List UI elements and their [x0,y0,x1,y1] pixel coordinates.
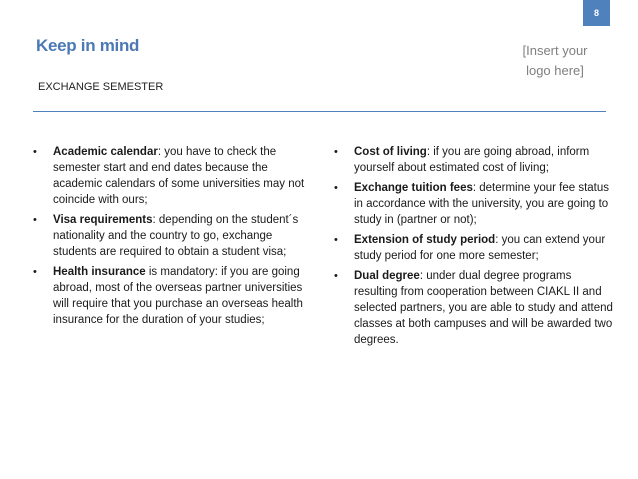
bullet-icon: • [33,214,37,226]
item-term: Cost of living [354,146,427,158]
item-term: Extension of study period [354,234,496,246]
right-bullet-list [334,144,614,352]
header-divider [33,111,606,112]
item-text: : you can extend your study period for one more semester; [354,234,606,262]
item-text: is mandatory: if you are going abroad, most of the overseas partner universities will require that you purchase an overseas health insurance for the duration of your studies; [53,266,303,326]
list-item-exchange-tuition-fees [334,180,614,228]
left-bullet-list [33,144,315,332]
logo-placeholder [490,41,620,81]
bullet-icon: • [334,146,338,158]
item-term: Dual degree [354,270,420,282]
logo-placeholder-line-2: logo here] [526,63,584,78]
list-item-visa-requirements [33,212,315,260]
bullet-icon: • [334,234,338,246]
list-item-cost-of-living [334,144,614,176]
list-item-extension-of-study-period [334,232,614,264]
section-subtitle: EXCHANGE SEMESTER [38,81,164,93]
list-item-dual-degree [334,268,614,348]
item-text: : depending on the student´s nationality and the country to go, exchange students are required to obtain a student visa; [53,214,299,258]
bullet-icon: • [334,182,338,194]
bullet-icon: • [33,146,37,158]
page-title: Keep in mind [36,36,140,55]
page-number-badge: 8 [583,0,610,26]
item-text: : if you are going abroad, inform yourself about estimated cost of living; [354,146,590,174]
item-text: : under dual degree programs resulting from cooperation between CIAKL II and selected partners, you are able to study and attend classes at both campuses and will be awarded two degrees. [354,270,613,346]
list-item-health-insurance [33,264,315,328]
bullet-icon: • [33,266,37,278]
item-term: Health insurance [53,266,146,278]
item-term: Academic calendar [53,146,158,158]
item-text: : determine your fee status in accordance with the university, you are going to study in (partner or not); [354,182,610,226]
item-term: Exchange tuition fees [354,182,473,194]
item-text: : you have to check the semester start and end dates because the academic calendars of some universities may not coincide with ours; [53,146,305,206]
bullet-icon: • [334,270,338,282]
list-item-academic-calendar [33,144,315,208]
item-term: Visa requirements [53,214,153,226]
logo-placeholder-line-1: [Insert your [522,43,588,58]
